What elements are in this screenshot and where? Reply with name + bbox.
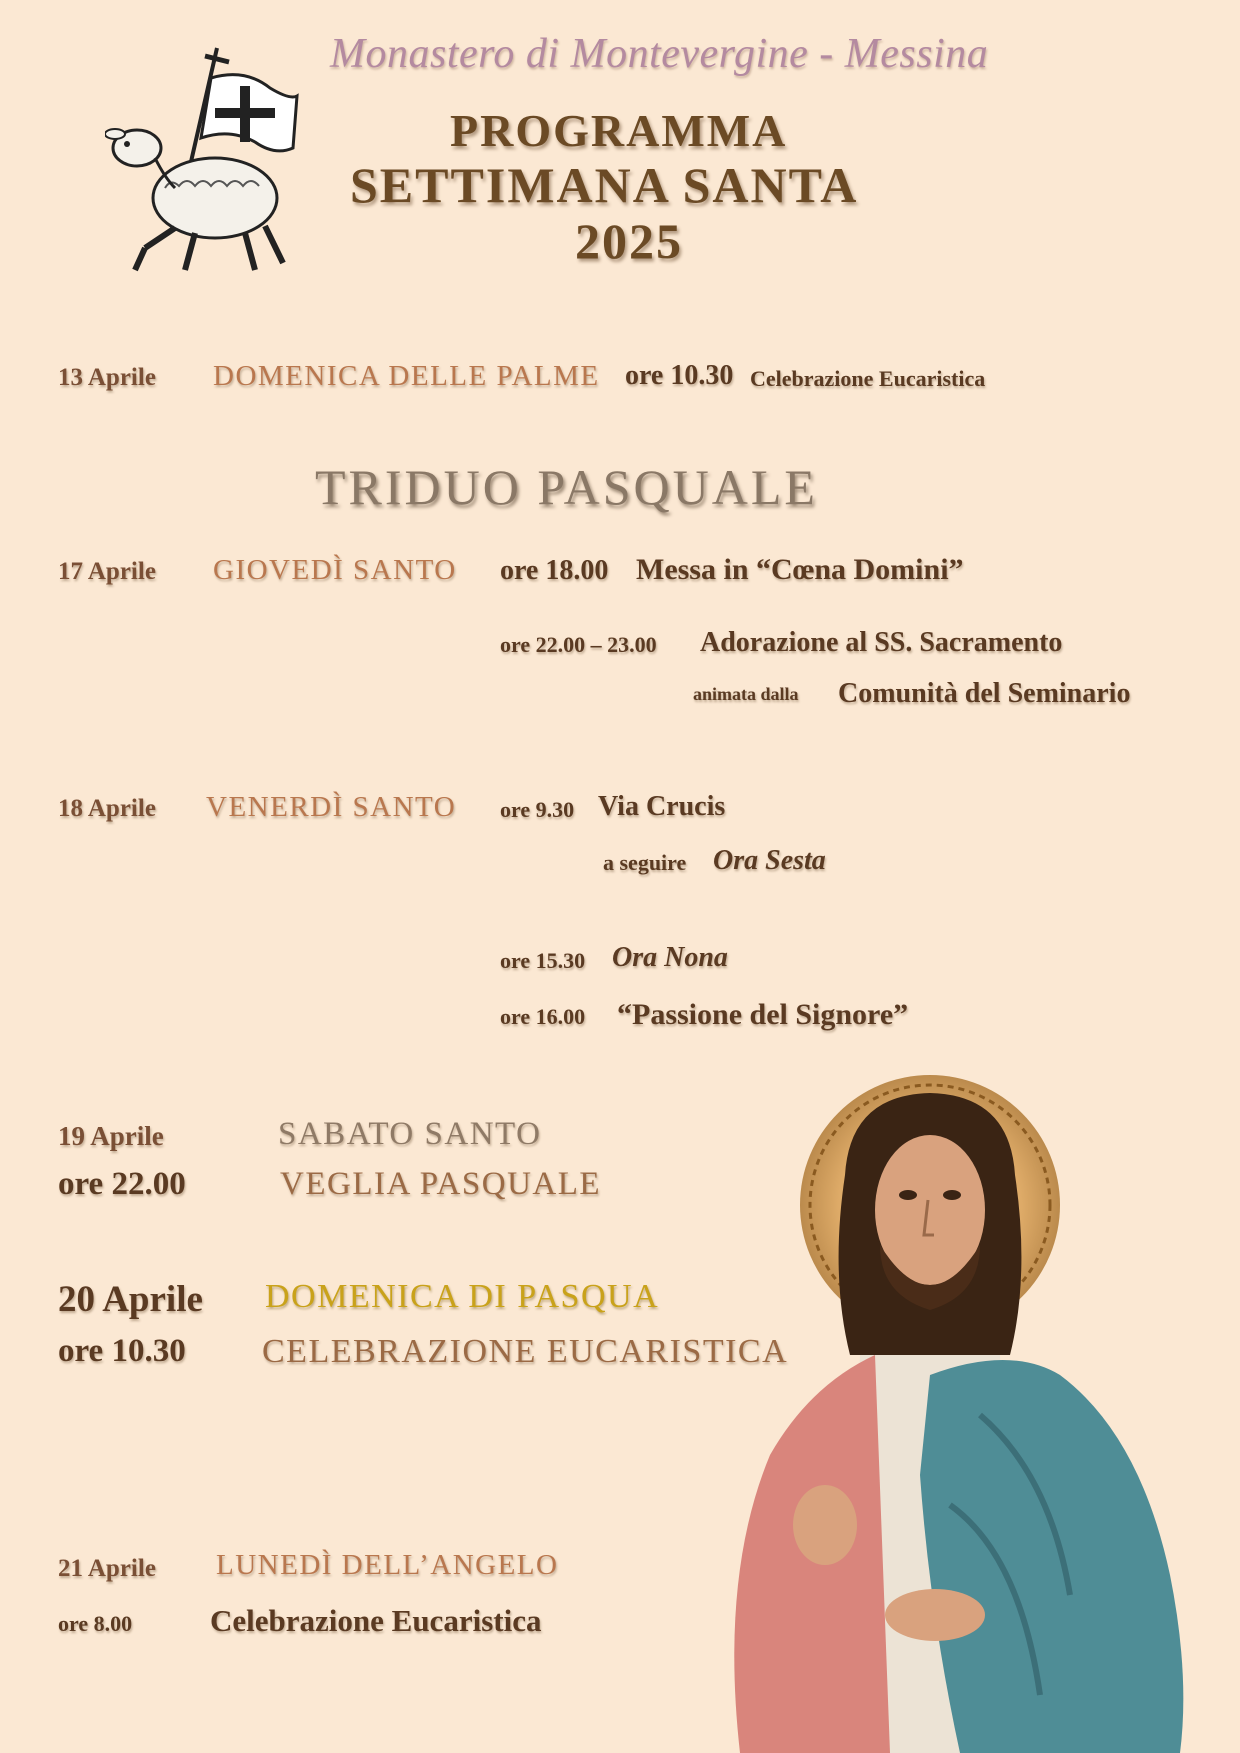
friday-event3: “Passione del Signore”: [617, 998, 909, 1031]
friday-event2: Ora Nona: [612, 942, 728, 973]
easter-time: ore 10.30: [58, 1333, 186, 1369]
palm-sunday-name: DOMENICA DELLE PALME: [213, 360, 600, 392]
friday-event1: Via Crucis: [598, 791, 726, 822]
thursday-name: GIOVEDÌ SANTO: [213, 554, 457, 586]
palm-sunday-event: Celebrazione Eucaristica: [750, 366, 986, 391]
thursday-note-prefix: animata dalla: [693, 684, 799, 704]
thursday-event1: Messa in “Cœna Domini”: [636, 553, 964, 586]
easter-event: CELEBRAZIONE EUCARISTICA: [262, 1333, 789, 1370]
saturday-name: SABATO SANTO: [278, 1116, 542, 1152]
monday-name: LUNEDÌ DELL’ANGELO: [216, 1549, 559, 1581]
easter-date: 20 Aprile: [58, 1279, 203, 1320]
friday-name: VENERDÌ SANTO: [206, 791, 457, 823]
monday-time: ore 8.00: [58, 1611, 133, 1636]
friday-time1: ore 9.30: [500, 797, 575, 822]
triduo-pasquale-title: TRIDUO PASQUALE: [315, 459, 818, 515]
title-programma: PROGRAMMA: [450, 105, 788, 156]
friday-time2: ore 15.30: [500, 948, 586, 973]
saturday-date: 19 Aprile: [58, 1121, 164, 1151]
saturday-time: ore 22.00: [58, 1166, 186, 1202]
thursday-note-main: Comunità del Seminario: [838, 678, 1131, 709]
monastery-name: Monastero di Montevergine - Messina: [330, 31, 989, 77]
thursday-time2: ore 22.00 – 23.00: [500, 632, 657, 657]
saturday-event: VEGLIA PASQUALE: [280, 1166, 602, 1202]
palm-sunday-date: 13 Aprile: [58, 364, 156, 391]
jesus-illustration: [680, 1055, 1205, 1753]
friday-time3: ore 16.00: [500, 1004, 586, 1029]
friday-date: 18 Aprile: [58, 795, 156, 822]
friday-follow-prefix: a seguire: [603, 850, 687, 875]
thursday-time1: ore 18.00: [500, 555, 609, 586]
title-settimana-santa: SETTIMANA SANTA: [350, 157, 859, 213]
lamb-of-god-illustration: [105, 38, 305, 278]
friday-follow-event: Ora Sesta: [713, 845, 826, 876]
easter-name: DOMENICA DI PASQUA: [265, 1278, 660, 1315]
title-year: 2025: [575, 213, 683, 269]
monday-event: Celebrazione Eucaristica: [210, 1603, 542, 1638]
monday-date: 21 Aprile: [58, 1555, 156, 1582]
thursday-event2: Adorazione al SS. Sacramento: [700, 627, 1063, 658]
palm-sunday-time: ore 10.30: [625, 360, 734, 391]
thursday-date: 17 Aprile: [58, 558, 156, 585]
